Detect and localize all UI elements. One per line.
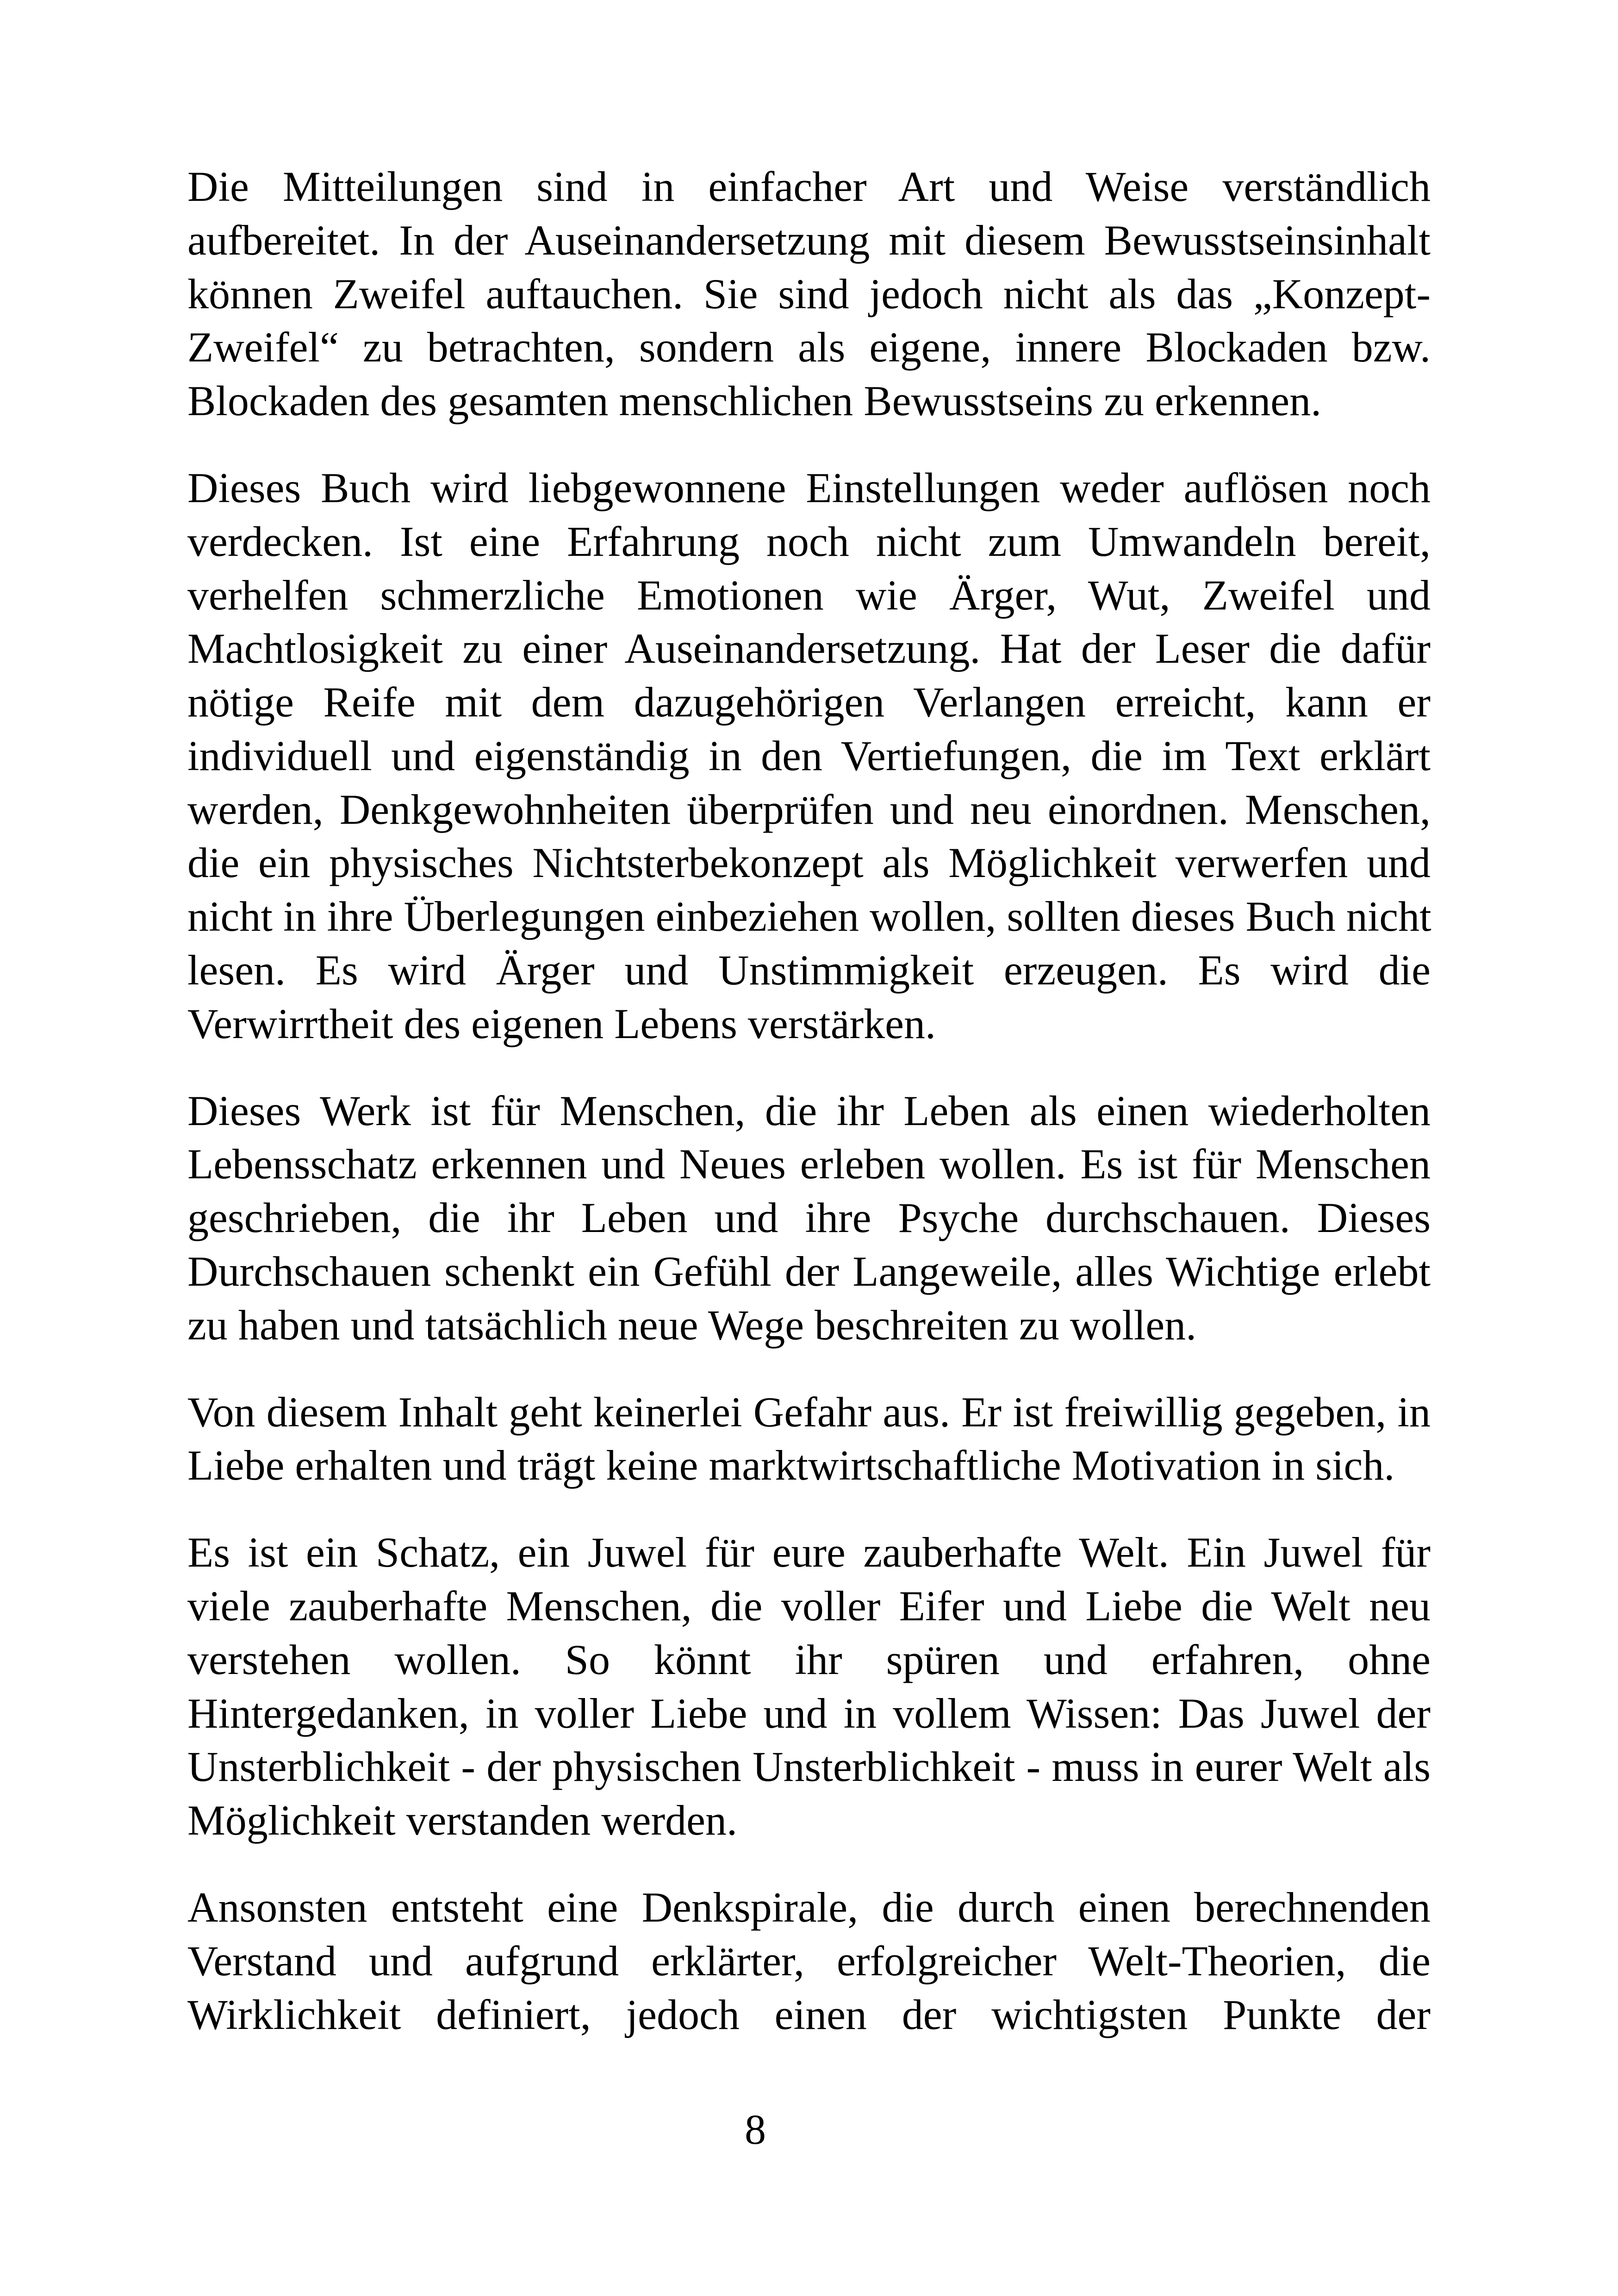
text-line: viele zauberhafte Menschen, die voller Eifer und Liebe die Welt neu	[187, 1582, 1431, 1630]
text-line: Von diesem Inhalt geht keinerlei Gefahr aus. Er ist freiwillig gegeben, in	[187, 1388, 1431, 1436]
text-line: Wirklichkeit definiert, jedoch einen der wichtigsten Punkte der	[187, 1991, 1431, 2038]
text-line: Möglichkeit verstanden werden.	[187, 1797, 737, 1844]
text-line: Verstand und aufgrund erklärter, erfolgreicher Welt-Theorien, die	[187, 1937, 1431, 1985]
page-number: 8	[745, 2106, 766, 2153]
text-line: nötige Reife mit dem dazugehörigen Verlangen erreicht, kann er	[187, 678, 1431, 726]
text-line: Blockaden des gesamten menschlichen Bewusstseins zu erkennen.	[187, 377, 1322, 424]
text-line: Die Mitteilungen sind in einfacher Art und Weise verständlich	[187, 163, 1431, 210]
text-line: Es ist ein Schatz, ein Juwel für eure zauberhafte Welt. Ein Juwel für	[187, 1529, 1431, 1576]
text-line: verdecken. Ist eine Erfahrung noch nicht zum Umwandeln bereit,	[187, 517, 1431, 565]
paragraph-4	[187, 1386, 1431, 1493]
text-line: die ein physisches Nichtsterbekonzept als Möglichkeit verwerfen und	[187, 839, 1431, 887]
paragraph-1	[187, 160, 1431, 428]
text-line: werden, Denkgewohnheiten überprüfen und neu einordnen. Menschen,	[187, 785, 1431, 833]
paragraph-6	[187, 1881, 1431, 2041]
text-line: Verwirrtheit des eigenen Lebens verstärken.	[187, 1000, 936, 1047]
paragraph-2	[187, 461, 1431, 1051]
text-line: aufbereitet. In der Auseinandersetzung mit diesem Bewusstseinsinhalt	[187, 216, 1431, 264]
paragraph-5	[187, 1526, 1431, 1848]
text-line: Zweifel“ zu betrachten, sondern als eigene, innere Blockaden bzw.	[187, 324, 1431, 371]
text-line: können Zweifel auftauchen. Sie sind jedoch nicht als das „Konzept-	[187, 270, 1431, 317]
text-line: nicht in ihre Überlegungen einbeziehen wollen, sollten dieses Buch nicht	[187, 893, 1431, 940]
text-line: Ansonsten entsteht eine Denkspirale, die durch einen berechnenden	[187, 1884, 1431, 1931]
text-line: Dieses Werk ist für Menschen, die ihr Leben als einen wiederholten	[187, 1087, 1431, 1134]
text-line: Unsterblichkeit - der physischen Unsterblichkeit - muss in eurer Welt als	[187, 1743, 1431, 1791]
text-line: geschrieben, die ihr Leben und ihre Psyche durchschauen. Dieses	[187, 1194, 1431, 1242]
text-line: lesen. Es wird Ärger und Unstimmigkeit erzeugen. Es wird die	[187, 946, 1431, 994]
text-line: Durchschauen schenkt ein Gefühl der Langeweile, alles Wichtige erlebt	[187, 1247, 1431, 1295]
body-text	[187, 160, 1431, 2075]
text-line: verhelfen schmerzliche Emotionen wie Ärger, Wut, Zweifel und	[187, 571, 1431, 619]
text-line: individuell und eigenständig in den Vertiefungen, die im Text erklärt	[187, 732, 1431, 779]
text-line: Liebe erhalten und trägt keine marktwirtschaftliche Motivation in sich.	[187, 1442, 1395, 1489]
paragraph-3	[187, 1084, 1431, 1352]
text-line: zu haben und tatsächlich neue Wege beschreiten zu wollen.	[187, 1301, 1197, 1349]
text-line: verstehen wollen. So könnt ihr spüren und erfahren, ohne	[187, 1636, 1431, 1683]
text-line: Dieses Buch wird liebgewonnene Einstellungen weder auflösen noch	[187, 464, 1431, 512]
text-line: Lebensschatz erkennen und Neues erleben wollen. Es ist für Menschen	[187, 1140, 1431, 1188]
text-line: Machtlosigkeit zu einer Auseinandersetzung. Hat der Leser die dafür	[187, 625, 1431, 672]
text-line: Hintergedanken, in voller Liebe und in vollem Wissen: Das Juwel der	[187, 1689, 1431, 1737]
